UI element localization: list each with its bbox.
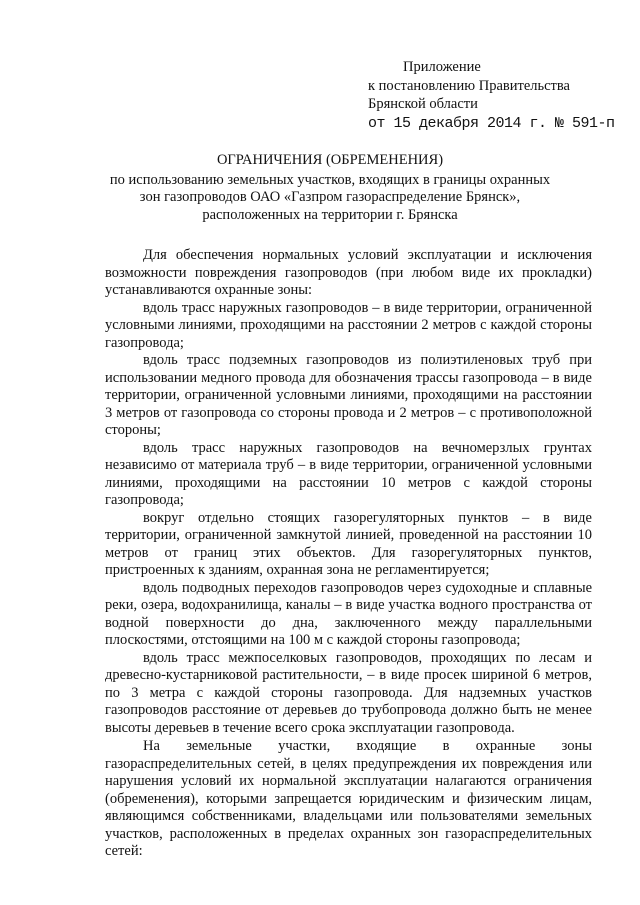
paragraph-restrictions: На земельные участки, входящие в охранные зоны газораспределительных сетей, в целях предупреждения их повреждения или нарушения условий их нормальной эксплуатации налагаются ограничения (обременения), которыми запрещается юридическим и физическим лицам, являющимся собственниками, владельцами или пользователями земельных участков, расположенных в пределах охранных зон газораспределительных сетей:	[105, 738, 592, 859]
paragraph-polyethylene-pipelines: вдоль трасс подземных газопроводов из полиэтиленовых труб при использовании медного провода для обозначения трассы газопровода – в виде территории, ограниченной условными линиями, проходящими на расстоянии 3 метров от газопровода со стороны провода и 2 метров – с противоположной стороны;	[105, 352, 592, 438]
paragraph-permafrost-pipelines: вдоль трасс наружных газопроводов на вечномерзлых грунтах независимо от материала труб – в виде территории, ограниченной условными линиями, проходящими на расстоянии 10 метров с каждой стороны газопровода;	[105, 439, 592, 508]
appendix-resolution-line: к постановлению Правительства	[368, 77, 570, 94]
paragraph-forest-pipelines: вдоль трасс межпоселковых газопроводов, проходящих по лесам и древесно-кустарниковой растительности, – в виде просек шириной 6 метров, по 3 метра с каждой стороны газопровода. Для надземных участков газопроводов расстояние от деревьев до трубопровода должно быть не менее высоты деревьев в течение всего срока эксплуатации газопровода.	[105, 649, 592, 736]
title-line-1: по использованию земельных участков, входящих в границы охранных	[109, 171, 551, 188]
appendix-block	[368, 58, 628, 133]
paragraph-intro: Для обеспечения нормальных условий эксплуатации и исключения возможности повреждения газопроводов (при любом виде их прокладки) устанавливаются охранные зоны:	[105, 247, 592, 298]
title-line-3: расположенных на территории г. Брянска	[202, 206, 458, 223]
paragraph-underwater-crossings: вдоль подводных переходов газопроводов через судоходные и сплавные реки, озера, водохранилища, каналы – в виде участка водного пространства от водной поверхности до дна, заключенного между параллельными плоскостями, отстоящими на 100 м с каждой стороны газопровода;	[105, 579, 592, 648]
paragraph-gas-regulator-points: вокруг отдельно стоящих газорегуляторных пунктов – в виде территории, ограниченной замкнутой линией, проведенной на расстоянии 10 метров от границ этих объектов. Для газорегуляторных пунктов, пристроенных к зданиям, охранная зона не регламентируется;	[105, 509, 592, 578]
appendix-region-line: Брянской области	[368, 96, 478, 112]
paragraph-outer-pipelines: вдоль трасс наружных газопроводов – в виде территории, ограниченной условными линиями, проходящими на расстоянии 2 метров с каждой стороны газопровода;	[105, 299, 592, 351]
appendix-label: Приложение	[403, 59, 481, 75]
title-heading: ОГРАНИЧЕНИЯ (ОБРЕМЕНЕНИЯ)	[216, 152, 444, 168]
document-body	[105, 247, 592, 861]
title-line-2: зон газопроводов ОАО «Газпром газораспределение Брянск»,	[139, 189, 521, 205]
document-title	[60, 152, 600, 224]
appendix-date-number: от 15 декабря 2014 г. № 591-п	[368, 114, 615, 132]
